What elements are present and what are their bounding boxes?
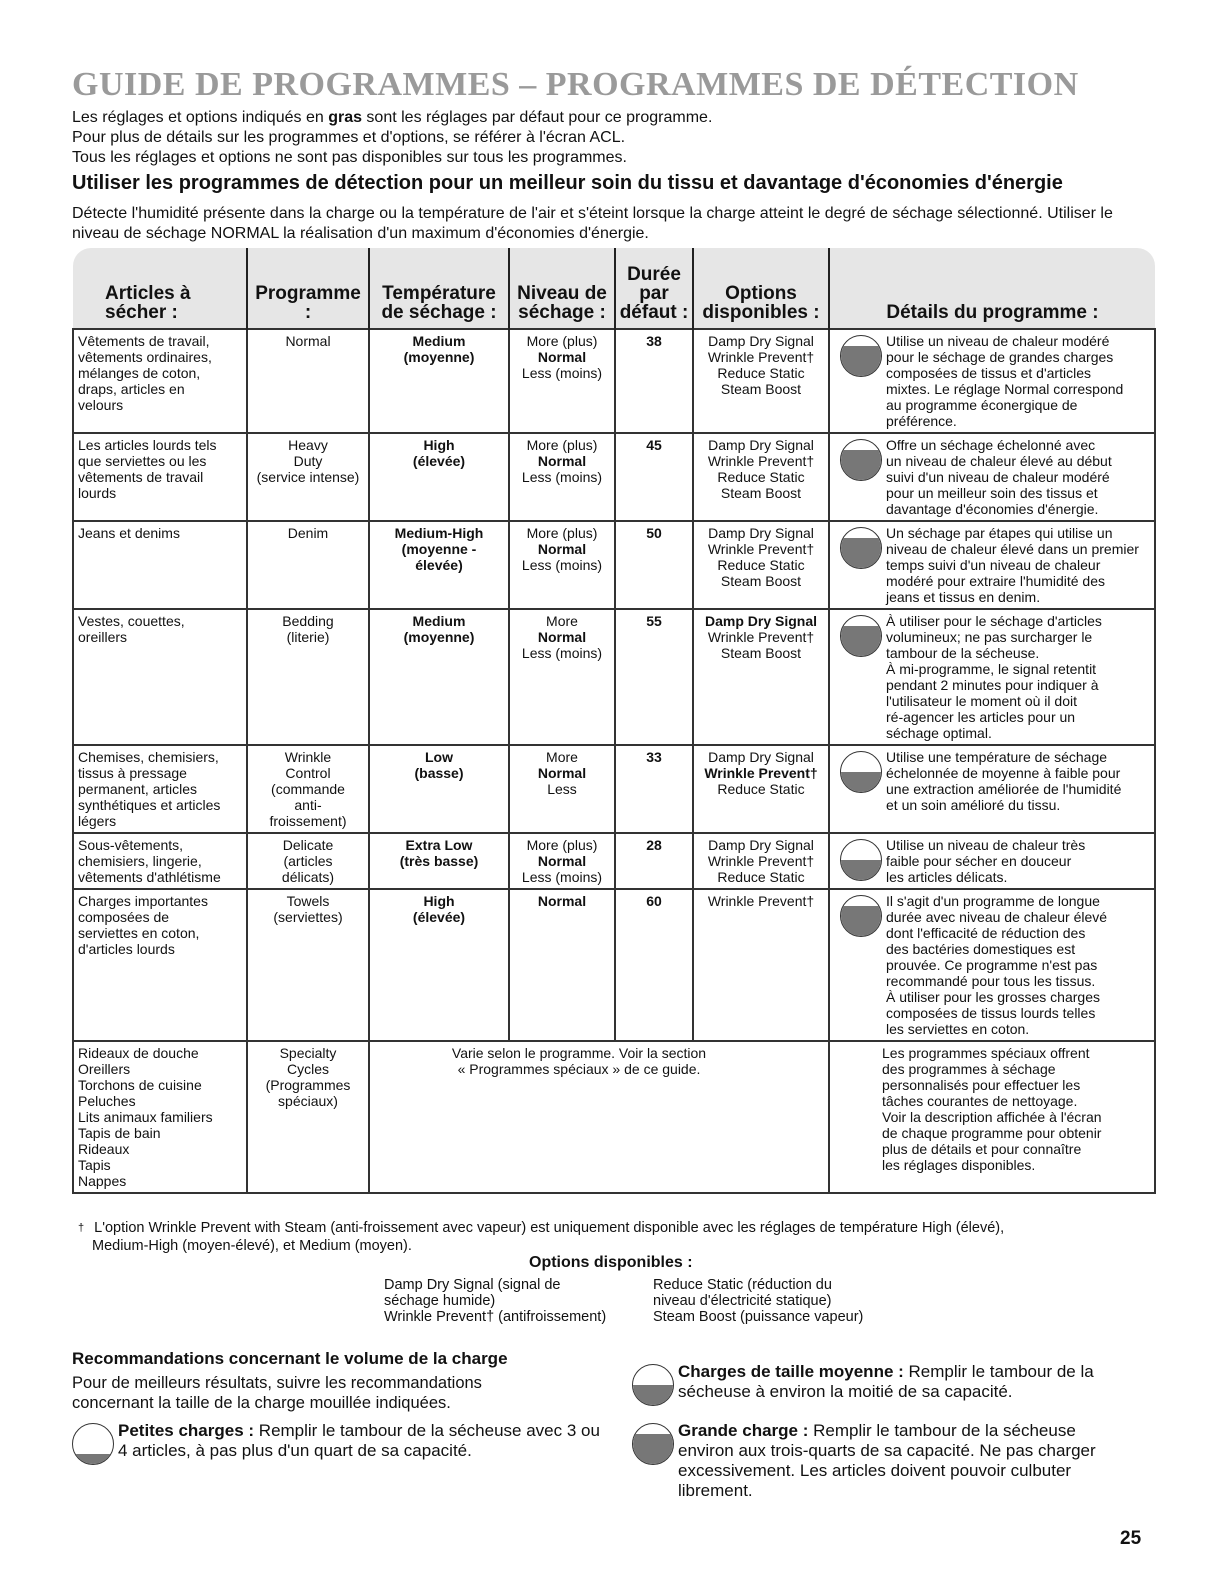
table-body <box>73 329 1155 1193</box>
cell-duree: 38 <box>615 329 693 433</box>
niveau-option: Normal <box>537 629 587 645</box>
cell-details <box>829 889 1155 1041</box>
cell-niveau <box>509 609 615 745</box>
special-note-line: Varie selon le programme. Voir la section <box>451 1045 707 1061</box>
table-header-row <box>73 248 1155 329</box>
large-load-description: Remplir le tambour de la sécheuse environ aux trois-quarts de sa capacité. Ne pas charger excessivement. Les articles doivent pouvoir culbuter librement. <box>678 1421 1096 1500</box>
niveau-option: Normal <box>537 893 587 909</box>
articles-line: Tapis de bain <box>78 1125 161 1141</box>
details-line: et un soin amélioré du tissu. <box>886 797 1061 813</box>
option-item: Damp Dry Signal <box>708 525 814 541</box>
footnote-line-1: L'option Wrinkle Prevent with Steam (anti-froissement avec vapeur) est uniquement disponible avec les réglages de température High (élevé), <box>94 1220 1005 1236</box>
details-block <box>834 437 1150 517</box>
articles-line: Vêtements de travail, <box>78 333 210 349</box>
cell-programme <box>247 329 369 433</box>
programme-line: Duty <box>293 453 323 469</box>
programme-line: (service intense) <box>256 469 360 485</box>
intro-line-1 <box>72 108 1152 128</box>
articles-line: que serviettes ou les <box>78 453 207 469</box>
programme-line: Control <box>285 765 331 781</box>
cell-programme <box>247 521 369 609</box>
details-line: des bactéries domestiques est <box>886 941 1076 957</box>
load-size-icon-fill <box>841 538 881 568</box>
niveau-option: Normal <box>537 349 587 365</box>
programme-line: (articles <box>283 853 333 869</box>
large-load-note <box>632 1421 1132 1501</box>
details-line: plus de détails et pour connaître <box>882 1141 1082 1157</box>
programme-line: anti- <box>294 797 322 813</box>
articles-line: vêtements ordinaires, <box>78 349 212 365</box>
option-desc-line: niveau d'électricité statique) <box>653 1293 832 1309</box>
footnote-line-2: Medium-High (moyen-élevé), et Medium (moyen). <box>92 1238 412 1254</box>
small-load-icon-fill <box>73 1454 113 1464</box>
articles-line: serviettes en coton, <box>78 925 200 941</box>
temperature-line: (moyenne) <box>403 349 475 365</box>
articles-line: permanent, articles <box>78 781 198 797</box>
details-block <box>834 525 1150 605</box>
details-line: pour le séchage de grandes charges <box>886 349 1114 365</box>
option-item: Wrinkle Prevent† <box>707 453 815 469</box>
details-line: composées de tissus et d'articles <box>886 365 1091 381</box>
niveau-option: Less <box>547 781 577 797</box>
load-size-icon <box>840 751 882 793</box>
articles-line: Charges importantes <box>78 893 208 909</box>
large-load-text <box>632 1421 1132 1501</box>
articles-line: draps, articles en <box>78 381 185 397</box>
load-size-icon-fill <box>841 906 881 936</box>
articles-line: tissus à pressage <box>78 765 187 781</box>
cell-programme <box>247 1041 369 1193</box>
articles-line: lourds <box>78 485 117 501</box>
load-size-icon-fill <box>841 860 881 880</box>
small-load-icon <box>72 1423 114 1465</box>
details-block <box>834 613 1150 741</box>
header-articles: Articles à sécher : <box>73 248 247 329</box>
page-number: 25 <box>1120 1528 1142 1549</box>
cell-niveau <box>509 329 615 433</box>
niveau-option: More (plus) <box>526 333 598 349</box>
temperature-line: Medium-High <box>394 525 484 541</box>
details-line: faible pour sécher en douceur <box>886 853 1072 869</box>
option-item: Damp Dry Signal <box>708 333 814 349</box>
cell-details <box>829 1041 1155 1193</box>
table-row <box>73 521 1155 609</box>
cell-articles <box>73 745 247 833</box>
cell-options <box>693 833 829 889</box>
niveau-option: More (plus) <box>526 525 598 541</box>
cell-articles <box>73 1041 247 1193</box>
articles-line: Tapis <box>78 1157 111 1173</box>
cell-details <box>829 329 1155 433</box>
details-block <box>834 893 1150 1037</box>
niveau-option: Normal <box>537 541 587 557</box>
option-item: Reduce Static <box>717 365 805 381</box>
option-item: Reduce Static <box>717 869 805 885</box>
articles-line: Jeans et denims <box>78 525 180 541</box>
option-item: Wrinkle Prevent† <box>707 853 815 869</box>
cell-articles <box>73 329 247 433</box>
footnote-mark: † <box>78 1222 85 1234</box>
details-line: recommandé pour tous les tissus. <box>886 973 1096 989</box>
cell-programme <box>247 433 369 521</box>
intro-text <box>72 108 1152 168</box>
details-line: les réglages disponibles. <box>882 1157 1036 1173</box>
details-line: les articles délicats. <box>886 869 1008 885</box>
medium-load-label: Charges de taille moyenne : <box>678 1362 904 1381</box>
option-desc-line: Damp Dry Signal (signal de <box>384 1277 561 1293</box>
load-size-icon <box>840 895 882 937</box>
articles-line: Nappes <box>78 1173 127 1189</box>
cell-temperature <box>369 521 509 609</box>
table-row <box>73 745 1155 833</box>
niveau-option: More <box>546 613 578 629</box>
cell-articles <box>73 433 247 521</box>
details-line: modéré pour extraire l'humidité des <box>886 573 1106 589</box>
cell-niveau <box>509 433 615 521</box>
load-size-icon <box>840 839 882 881</box>
details-line: Voir la description affichée à l'écran <box>882 1109 1102 1125</box>
temperature-line: (moyenne) <box>403 629 475 645</box>
cell-niveau <box>509 521 615 609</box>
articles-line: oreillers <box>78 629 128 645</box>
cell-programme <box>247 609 369 745</box>
option-item: Reduce Static <box>717 781 805 797</box>
articles-line: d'articles lourds <box>78 941 175 957</box>
small-load-label: Petites charges : <box>118 1421 255 1440</box>
details-line: À utiliser pour le séchage d'articles <box>886 613 1102 629</box>
cell-temperature <box>369 329 509 433</box>
details-line: au programme éconergique de <box>886 397 1078 413</box>
details-line: les serviettes en coton. <box>886 1021 1030 1037</box>
cell-niveau <box>509 833 615 889</box>
cell-temperature <box>369 833 509 889</box>
niveau-option: Less (moins) <box>521 365 603 381</box>
table-row <box>73 433 1155 521</box>
articles-line: synthétiques et articles <box>78 797 221 813</box>
details-block <box>834 333 1150 429</box>
details-block <box>834 837 1150 885</box>
articles-line: vêtements de travail <box>78 469 204 485</box>
table-row <box>73 833 1155 889</box>
details-line: pendant 2 minutes pour indiquer à <box>886 677 1099 693</box>
niveau-option: Less (moins) <box>521 469 603 485</box>
details-line: échelonnée de moyenne à faible pour <box>886 765 1121 781</box>
programs-table <box>72 248 1156 1194</box>
details-line: Utilise une température de séchage <box>886 749 1108 765</box>
cell-details <box>829 521 1155 609</box>
niveau-option: Normal <box>537 853 587 869</box>
intro-bold-word: gras <box>328 109 362 126</box>
details-line: volumineux; ne pas surcharger le <box>886 629 1093 645</box>
details-line: des programmes à séchage <box>882 1061 1056 1077</box>
cell-programme <box>247 889 369 1041</box>
page-title: GUIDE DE PROGRAMMES – PROGRAMMES DE DÉTECTION <box>72 66 1079 103</box>
details-line: Les programmes spéciaux offrent <box>882 1045 1090 1061</box>
details-line: tambour de la sécheuse. <box>886 645 1040 661</box>
programme-line: (serviettes) <box>273 909 343 925</box>
articles-line: Oreillers <box>78 1061 131 1077</box>
load-size-icon-fill <box>841 346 881 376</box>
cell-duree: 60 <box>615 889 693 1041</box>
table-row-special <box>73 1041 1155 1193</box>
programme-line: Cycles <box>286 1061 329 1077</box>
recommendations-text: Pour de meilleurs résultats, suivre les recommandations concernant la taille de la charge mouillée indiquées. <box>72 1374 482 1412</box>
special-note-line: « Programmes spéciaux » de ce guide. <box>457 1061 701 1077</box>
cell-options <box>693 609 829 745</box>
option-item: Wrinkle Prevent† <box>707 541 815 557</box>
medium-load-icon <box>632 1364 674 1406</box>
programme-line: Specialty <box>279 1045 337 1061</box>
temperature-line: Medium <box>412 333 466 349</box>
header-temperature: Température de séchage : <box>369 248 509 329</box>
niveau-option: More (plus) <box>526 837 598 853</box>
option-desc-line: Wrinkle Prevent† (antifroissement) <box>384 1309 607 1325</box>
articles-line: Chemises, chemisiers, <box>78 749 219 765</box>
cell-duree: 33 <box>615 745 693 833</box>
niveau-option: Normal <box>537 765 587 781</box>
cell-temperature <box>369 745 509 833</box>
niveau-option: Normal <box>537 453 587 469</box>
details-line: davantage d'économies d'énergie. <box>886 501 1099 517</box>
medium-load-description: Remplir le tambour de la sécheuse à environ la moitié de sa capacité. <box>678 1362 1094 1401</box>
option-desc-line: Steam Boost (puissance vapeur) <box>653 1309 864 1325</box>
details-line: une extraction améliorée de l'humidité <box>886 781 1122 797</box>
cell-details <box>829 833 1155 889</box>
table-row <box>73 889 1155 1041</box>
header-options: Options disponibles : <box>693 248 829 329</box>
niveau-option: More <box>546 749 578 765</box>
niveau-option: More (plus) <box>526 437 598 453</box>
section-description: Détecte l'humidité présente dans la charge ou la température de l'air et s'éteint lorsque la charge atteint le degré de séchage sélectionné. Utiliser le niveau de séchage NORMAL la réalisation d'un maximum d'économies d'énergie. <box>72 205 1113 242</box>
details-line: À utiliser pour les grosses charges <box>886 989 1100 1005</box>
temperature-line: (élevée) <box>412 909 466 925</box>
cell-details <box>829 745 1155 833</box>
cell-articles <box>73 521 247 609</box>
intro-line-1-pre: Les réglages et options indiqués en <box>72 109 329 126</box>
temperature-line: (très basse) <box>399 853 479 869</box>
programme-line: froissement) <box>269 813 347 829</box>
cell-articles <box>73 889 247 1041</box>
option-item: Wrinkle Prevent† <box>707 349 815 365</box>
details-line: mixtes. Le réglage Normal correspond <box>886 381 1124 397</box>
small-load-note <box>72 1421 612 1461</box>
programme-line: Wrinkle <box>284 749 332 765</box>
programme-line: spéciaux) <box>278 1093 338 1109</box>
header-programme: Programme : <box>247 248 369 329</box>
details-line: séchage optimal. <box>886 725 992 741</box>
options-right-column <box>653 1277 863 1325</box>
details-line: durée avec niveau de chaleur élevé <box>886 909 1108 925</box>
programme-line: délicats) <box>281 869 335 885</box>
niveau-option: Less (moins) <box>521 869 603 885</box>
cell-programme <box>247 745 369 833</box>
cell-articles <box>73 609 247 745</box>
cell-options <box>693 329 829 433</box>
header-details: Détails du programme : <box>829 248 1155 329</box>
option-item: Wrinkle Prevent† <box>707 629 815 645</box>
articles-line: Rideaux <box>78 1141 130 1157</box>
cell-articles <box>73 833 247 889</box>
programme-line: Towels <box>286 893 330 909</box>
option-item: Steam Boost <box>720 645 802 661</box>
articles-line: Les articles lourds tels <box>78 437 217 453</box>
table-row <box>73 329 1155 433</box>
programme-line: Bedding <box>282 613 334 629</box>
details-line: Utilise un niveau de chaleur très <box>886 837 1086 853</box>
articles-line: composées de <box>78 909 170 925</box>
details-line: Un séchage par étapes qui utilise un <box>886 525 1113 541</box>
cell-programme <box>247 833 369 889</box>
option-item: Reduce Static <box>717 469 805 485</box>
cell-options <box>693 433 829 521</box>
details-line: suivi d'un niveau de chaleur modéré <box>886 469 1110 485</box>
details-line: l'utilisateur le moment où il doit <box>886 693 1077 709</box>
details-line: Il s'agit d'un programme de longue <box>886 893 1100 909</box>
articles-line: Lits animaux familiers <box>78 1109 213 1125</box>
articles-line: Peluches <box>78 1093 136 1109</box>
programs-table-wrap <box>72 248 1154 1194</box>
programme-line: (Programmes <box>265 1077 351 1093</box>
temperature-line: élevée) <box>415 557 463 573</box>
cell-temperature <box>369 889 509 1041</box>
option-item: Wrinkle Prevent† <box>707 893 815 909</box>
articles-line: Torchons de cuisine <box>78 1077 202 1093</box>
large-load-icon <box>632 1423 674 1465</box>
temperature-line: Medium <box>412 613 466 629</box>
load-size-icon-fill <box>841 772 881 792</box>
cell-options <box>693 889 829 1041</box>
load-size-icon <box>840 439 882 481</box>
cell-options <box>693 521 829 609</box>
details-block <box>834 749 1150 813</box>
cell-options <box>693 745 829 833</box>
details-line: tâches courantes de nettoyage. <box>882 1093 1078 1109</box>
option-item: Damp Dry Signal <box>708 749 814 765</box>
large-load-label: Grande charge : <box>678 1421 809 1440</box>
section-subtitle: Utiliser les programmes de détection pour un meilleur soin du tissu et davantage d'économies d'énergie <box>72 172 1063 194</box>
cell-duree: 55 <box>615 609 693 745</box>
medium-load-text <box>632 1362 1132 1402</box>
load-size-icon <box>840 335 882 377</box>
cell-niveau <box>509 745 615 833</box>
cell-duree: 45 <box>615 433 693 521</box>
programme-line: Denim <box>287 525 329 541</box>
programme-line: Delicate <box>282 837 334 853</box>
cell-details <box>829 433 1155 521</box>
temperature-line: (élevée) <box>412 453 466 469</box>
medium-load-icon-fill <box>633 1385 673 1405</box>
intro-line-2: Pour plus de détails sur les programmes et d'options, se référer à l'écran ACL. <box>72 129 626 146</box>
articles-line: Vestes, couettes, <box>78 613 185 629</box>
articles-line: velours <box>78 397 124 413</box>
articles-line: Rideaux de douche <box>78 1045 199 1061</box>
option-item: Damp Dry Signal <box>704 613 818 629</box>
articles-line: Sous-vêtements, <box>78 837 184 853</box>
details-line: composées de tissus lourds telles <box>886 1005 1096 1021</box>
programme-line: Heavy <box>288 437 328 453</box>
details-line: temps suivi d'un niveau de chaleur <box>886 557 1101 573</box>
load-size-icon <box>840 615 882 657</box>
programme-line: Normal <box>285 333 331 349</box>
header-duree: Durée par défaut : <box>615 248 693 329</box>
details-line: jeans et tissus en denim. <box>886 589 1041 605</box>
temperature-line: Low <box>425 749 453 765</box>
details-line: préférence. <box>886 413 957 429</box>
details-line: pour un meilleur soin des tissus et <box>886 485 1098 501</box>
options-left-column <box>384 1277 606 1325</box>
articles-line: vêtements d'athlétisme <box>78 869 221 885</box>
option-desc-line: séchage humide) <box>384 1293 496 1309</box>
footnote <box>78 1219 1138 1255</box>
details-line: dont l'efficacité de réduction des <box>886 925 1086 941</box>
cell-temperature <box>369 433 509 521</box>
cell-niveau <box>509 889 615 1041</box>
details-line: Offre un séchage échelonné avec <box>886 437 1096 453</box>
cell-duree: 50 <box>615 521 693 609</box>
programme-line: (literie) <box>286 629 330 645</box>
option-item: Steam Boost <box>720 381 802 397</box>
cell-details <box>829 609 1155 745</box>
option-item: Wrinkle Prevent† <box>704 765 818 781</box>
header-niveau: Niveau de séchage : <box>509 248 615 329</box>
articles-line: chemisiers, lingerie, <box>78 853 202 869</box>
details-line: À mi-programme, le signal retentit <box>886 661 1097 677</box>
cell-special-note <box>369 1041 829 1193</box>
articles-line: mélanges de coton, <box>78 365 201 381</box>
temperature-line: (basse) <box>414 765 464 781</box>
load-size-icon-fill <box>841 626 881 656</box>
details-line: Utilise un niveau de chaleur modéré <box>886 333 1110 349</box>
niveau-option: Less (moins) <box>521 645 603 661</box>
option-item: Steam Boost <box>720 485 802 501</box>
niveau-option: Less (moins) <box>521 557 603 573</box>
cell-temperature <box>369 609 509 745</box>
temperature-line: High <box>423 893 455 909</box>
details-line: personnalisés pour effectuer les <box>882 1077 1081 1093</box>
option-item: Damp Dry Signal <box>708 437 814 453</box>
option-desc-line: Reduce Static (réduction du <box>653 1277 832 1293</box>
options-title: Options disponibles : <box>529 1254 693 1271</box>
option-item: Damp Dry Signal <box>708 837 814 853</box>
medium-load-note <box>632 1362 1132 1402</box>
details-line: niveau de chaleur élevé dans un premier <box>886 541 1139 557</box>
intro-line-1-post: sont les réglages par défaut pour ce programme. <box>361 109 713 126</box>
small-load-description: Remplir le tambour de la sécheuse avec 3 ou 4 articles, à pas plus d'un quart de sa capacité. <box>118 1421 600 1460</box>
small-load-text <box>72 1421 612 1461</box>
intro-line-3: Tous les réglages et options ne sont pas disponibles sur tous les programmes. <box>72 149 627 166</box>
load-size-icon <box>840 527 882 569</box>
option-item: Steam Boost <box>720 573 802 589</box>
table-row <box>73 609 1155 745</box>
details-line: prouvée. Ce programme n'est pas <box>886 957 1098 973</box>
temperature-line: (moyenne - <box>401 541 477 557</box>
cell-duree: 28 <box>615 833 693 889</box>
option-item: Reduce Static <box>717 557 805 573</box>
large-load-icon-fill <box>633 1434 673 1464</box>
programme-line: (commande <box>271 781 345 797</box>
temperature-line: High <box>423 437 455 453</box>
articles-line: légers <box>78 813 117 829</box>
temperature-line: Extra Low <box>405 837 473 853</box>
details-line: ré-agencer les articles pour un <box>886 709 1076 725</box>
load-size-icon-fill <box>841 450 881 480</box>
recommendations-title: Recommandations concernant le volume de la charge <box>72 1349 508 1368</box>
details-line: un niveau de chaleur élevé au début <box>886 453 1112 469</box>
details-line: de chaque programme pour obtenir <box>882 1125 1102 1141</box>
